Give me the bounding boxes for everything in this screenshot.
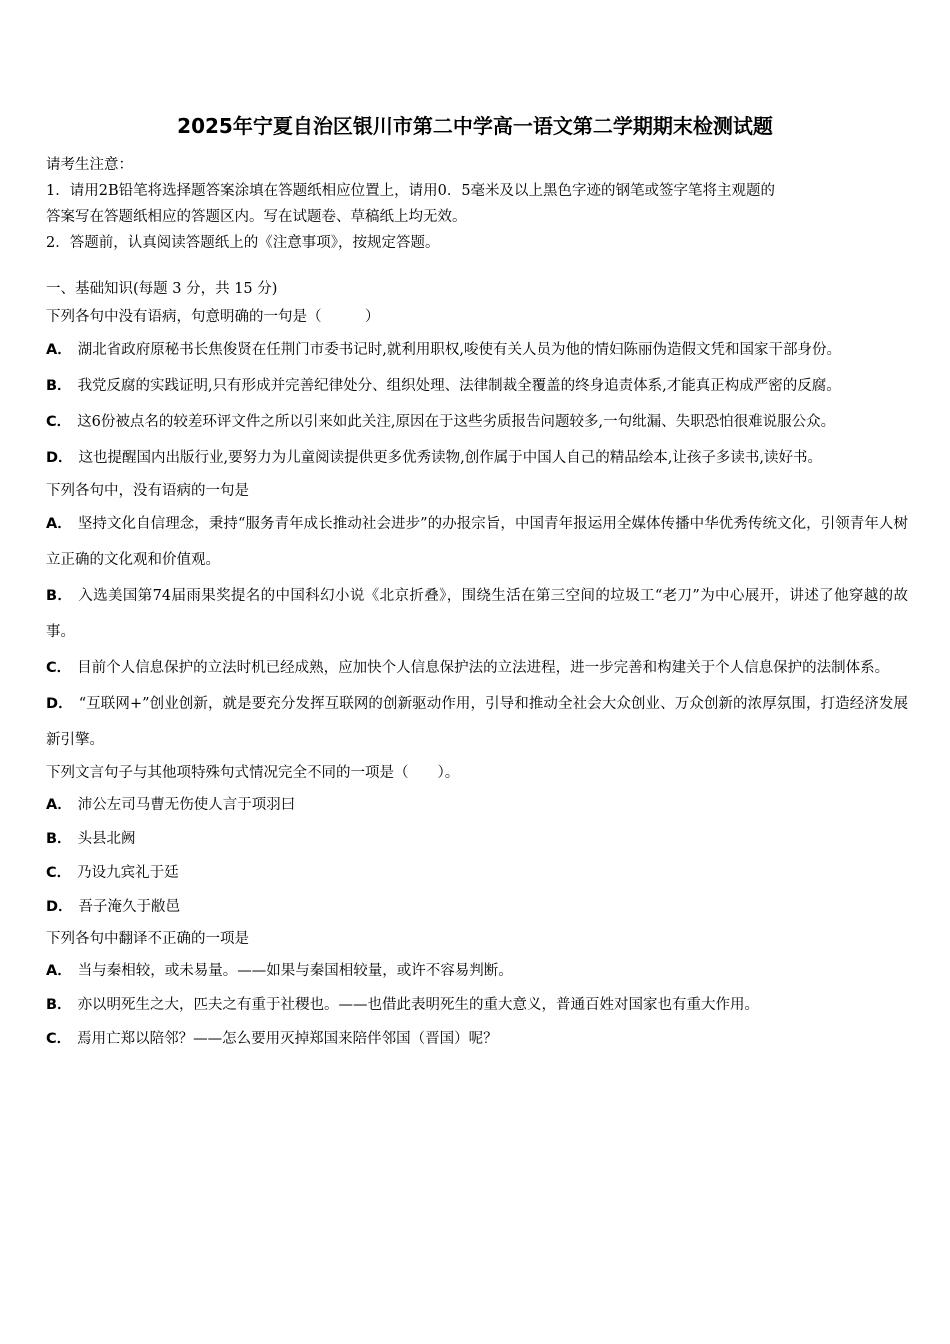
option-letter: A．	[46, 342, 72, 358]
option-text: “互联网+”创业创新，就是要充分发挥互联网的创新驱动作用，引导和推动全社会大众创业、万众创新的浓厚氛围，打造经济发展新引擎。	[46, 696, 908, 748]
option-b[interactable]	[46, 368, 908, 404]
question	[46, 476, 908, 758]
option-text: 这也提醒国内出版行业,要努力为儿童阅读提供更多优秀读物,创作属于中国人自己的精品绘本,让孩子多读书,读好书。	[78, 450, 822, 466]
option-letter: B．	[46, 588, 73, 604]
question	[46, 302, 908, 476]
question	[46, 924, 908, 1056]
option-text: 乃设九宾礼于廷	[77, 865, 179, 881]
option-a[interactable]	[46, 506, 908, 578]
option-letter: C．	[46, 1031, 72, 1047]
option-b[interactable]	[46, 822, 908, 856]
option-text: 头县北阙	[77, 831, 136, 847]
notice-block	[46, 152, 908, 256]
option-b[interactable]	[46, 988, 908, 1022]
option-letter: B．	[46, 831, 72, 847]
option-d[interactable]	[46, 686, 908, 758]
option-text: 当与秦相较，或未易量。——如果与秦国相较量，或许不容易判断。	[77, 963, 513, 979]
option-letter: B．	[46, 997, 72, 1013]
option-b[interactable]	[46, 578, 908, 650]
option-letter: A．	[46, 516, 72, 532]
question-stem: 下列文言句子与其他项特殊句式情况完全不同的一项是（ ）。	[46, 765, 460, 781]
option-letter: A．	[46, 963, 72, 979]
option-letter: C．	[46, 865, 72, 881]
section-heading: 一、基础知识(每题 3 分，共 15 分)	[46, 281, 278, 297]
option-letter: D．	[46, 450, 73, 466]
option-text: 亦以明死生之大，匹夫之有重于社稷也。——也借此表明死生的重大意义，普通百姓对国家也有重大作用。	[77, 997, 760, 1013]
option-d[interactable]	[46, 890, 908, 924]
option-c[interactable]	[46, 856, 908, 890]
exam-content	[46, 152, 908, 1056]
option-text: 入选美国第74届雨果奖提名的中国科幻小说《北京折叠》，围绕生活在第三空间的垃圾工“老刀”为中心展开，讲述了他穿越的故事。	[46, 588, 908, 640]
option-a[interactable]	[46, 788, 908, 822]
option-letter: C．	[46, 660, 72, 676]
question	[46, 758, 908, 924]
option-a[interactable]	[46, 954, 908, 988]
option-a[interactable]	[46, 332, 908, 368]
option-text: 湖北省政府原秘书长焦俊贤在任荆门市委书记时,就利用职权,唆使有关人员为他的情妇陈丽伪造假文凭和国家干部身份。	[77, 342, 841, 358]
page-title: 2025年宁夏自治区银川市第二中学高一语文第二学期期末检测试题	[177, 114, 773, 138]
option-c[interactable]	[46, 404, 908, 440]
option-text: 焉用亡郑以陪邻？——怎么要用灭掉郑国来陪伴邻国（晋国）呢？	[77, 1031, 498, 1047]
notice-item-1-line-1: 1．请用2B铅笔将选择题答案涂填在答题纸相应位置上，请用0．5毫米及以上黑色字迹的钢笔或签字笔将主观题的	[46, 183, 776, 199]
question-stem: 下列各句中，没有语病的一句是	[46, 483, 249, 499]
option-text: 吾子淹久于敝邑	[78, 899, 181, 915]
option-text: 目前个人信息保护的立法时机已经成熟，应加快个人信息保护法的立法进程，进一步完善和构建关于个人信息保护的法制体系。	[77, 660, 890, 676]
option-letter: A．	[46, 797, 72, 813]
option-letter: B．	[46, 378, 72, 394]
notice-heading: 请考生注意：	[46, 157, 133, 173]
option-c[interactable]	[46, 1022, 908, 1056]
option-letter: D．	[46, 899, 73, 915]
question-stem: 下列各句中翻译不正确的一项是	[46, 931, 249, 947]
notice-item-2: 2．答题前，认真阅读答题纸上的《注意事项》，按规定答题。	[46, 235, 440, 251]
option-text: 这6份被点名的较差环评文件之所以引来如此关注,原因在于这些劣质报告问题较多,一句纰漏、失职恐怕很难说服公众。	[77, 414, 836, 430]
notice-item-1-line-2: 答案写在答题纸相应的答题区内。写在试题卷、草稿纸上均无效。	[46, 209, 467, 225]
option-letter: C．	[46, 414, 72, 430]
option-text: 我党反腐的实践证明,只有形成并完善纪律处分、组织处理、法律制裁全覆盖的终身追责体系,才能真正构成严密的反腐。	[77, 378, 841, 394]
option-text: 坚持文化自信理念，秉持“服务青年成长推动社会进步”的办报宗旨，中国青年报运用全媒体传播中华优秀传统文化，引领青年人树立正确的文化观和价值观。	[46, 516, 908, 568]
option-d[interactable]	[46, 440, 908, 476]
option-text: 沛公左司马曹无伤使人言于项羽曰	[77, 797, 296, 813]
option-letter: D．	[46, 696, 73, 712]
question-stem: 下列各句中没有语病，句意明确的一句是（ ）	[46, 309, 380, 325]
option-c[interactable]	[46, 650, 908, 686]
